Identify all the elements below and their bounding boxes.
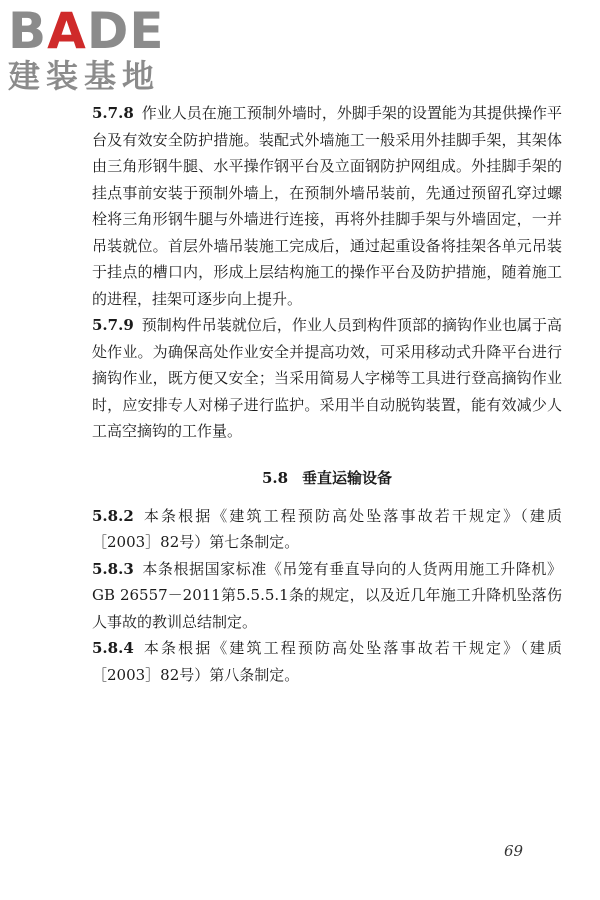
- clause-number: 5.7.8: [92, 104, 134, 122]
- page-content: [92, 100, 562, 688]
- logo-letters-de: DE: [86, 2, 165, 60]
- logo-wordmark: [8, 4, 183, 58]
- clause-text: 本条根据《建筑工程预防高处坠落事故若干规定》（建质［2003］82号）第八条制定。: [92, 639, 562, 684]
- clause-number: 5.8.4: [92, 639, 134, 657]
- page-number: 69: [504, 842, 524, 860]
- logo-letter-b: B: [8, 2, 48, 60]
- clause-5-8-3: [92, 556, 562, 636]
- clause-text: 预制构件吊装就位后，作业人员到构件顶部的摘钩作业也属于高处作业。为确保高处作业安全并提高功效，可采用移动式升降平台进行摘钩作业，既方便又安全；当采用简易人字梯等工具进行登高摘钩作业时，应安排专人对梯子进行监护。采用半自动脱钩装置，能有效减少人工高空摘钩的工作量。: [92, 316, 562, 440]
- clause-text: 本条根据国家标准《吊笼有垂直导向的人货两用施工升降机》GB 26557－2011第5.5.5.1条的规定，以及近几年施工升降机坠落伤人事故的教训总结制定。: [92, 559, 562, 631]
- clause-5-8-2: [92, 503, 562, 556]
- logo: [8, 4, 183, 96]
- clause-5-7-9: [92, 312, 562, 445]
- clause-number: 5.8.2: [92, 506, 134, 525]
- section-title: 垂直运输设备: [302, 468, 393, 487]
- clause-5-7-8: [92, 100, 562, 312]
- clause-text: 作业人员在施工预制外墙时，外脚手架的设置能为其提供操作平台及有效安全防护措施。装配式外墙施工一般采用外挂脚手架，其架体由三角形钢牛腿、水平操作钢平台及立面钢防护网组成。外挂脚手架的挂点事前安装于预制外墙上，在预制外墙吊装前，先通过预留孔穿过螺栓将三角形钢牛腿与外墙进行连接，再将外挂脚手架与外墙固定，一并吊装就位。首层外墙吊装施工完成后，通过起重设备将挂架各单元吊装于挂点的槽口内，形成上层结构施工的操作平台及防护措施，随着施工的进程，挂架可逐步向上提升。: [92, 104, 562, 308]
- clause-text: 本条根据《建筑工程预防高处坠落事故若干规定》（建质［2003］82号）第七条制定。: [92, 506, 562, 551]
- clause-number: 5.8.3: [92, 559, 134, 578]
- clause-number: 5.7.9: [92, 316, 134, 334]
- clause-5-8-4: [92, 635, 562, 688]
- section-number: 5.8: [261, 468, 289, 487]
- logo-subtitle: 建装基地: [8, 57, 161, 95]
- section-heading: [92, 465, 562, 491]
- logo-letter-a-accent: A: [47, 2, 87, 60]
